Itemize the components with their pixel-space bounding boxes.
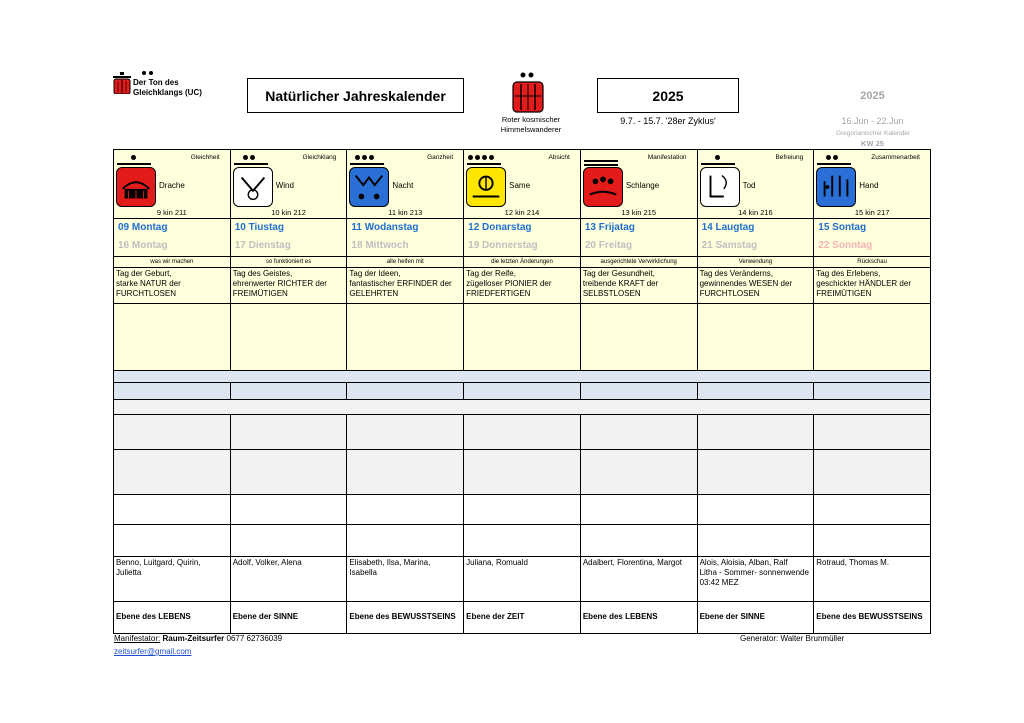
day-description: Tag der Gesundheit, treibende KRAFT der SELBSTLOSEN xyxy=(581,268,698,304)
generator-credit: Generator: Walter Brunmüller xyxy=(740,634,845,643)
name-days: Alois, Aloisia, Alban, Ralf Litha - Sommer- sonnenwende 03:42 MEZ xyxy=(698,557,815,602)
gray-cell[interactable] xyxy=(464,415,581,450)
level-label: Ebene des LEBENS xyxy=(114,602,231,634)
wind-seal-icon xyxy=(233,167,273,207)
level-label: Ebene des BEWUSSTSEINS xyxy=(347,602,464,634)
phrase-cell: ausgerichtete Verwirklichung xyxy=(581,257,698,268)
date-cell xyxy=(814,219,931,257)
name-days: Rotraud, Thomas M. xyxy=(814,557,931,602)
blue-cell[interactable] xyxy=(698,383,815,400)
blue-band xyxy=(114,371,931,383)
day-description: Tag der Geburt, starke NATUR der FURCHTLOSEN xyxy=(114,268,231,304)
blue-cell[interactable] xyxy=(114,383,231,400)
white-cell[interactable] xyxy=(698,495,815,525)
tone-name: Befreiung xyxy=(775,154,804,161)
hand-seal-icon xyxy=(816,167,856,207)
blue-row xyxy=(113,383,931,400)
tone-name: Manifestation xyxy=(647,154,687,161)
gray-row xyxy=(113,415,931,450)
white-cell[interactable] xyxy=(231,495,348,525)
calendar-week: KW 25 xyxy=(861,139,884,148)
seal-cell xyxy=(581,149,698,219)
glyph-label: Roter kosmischer Himmelswanderer xyxy=(500,115,562,134)
tone-name: Gleichklang xyxy=(302,154,337,161)
date-cell xyxy=(231,219,348,257)
date-row xyxy=(113,219,931,257)
gregorian-date: 18 Mittwoch xyxy=(351,240,409,251)
tone-dots-icon xyxy=(355,155,374,160)
name-days: Adolf, Volker, Alena xyxy=(231,557,348,602)
white-cell[interactable] xyxy=(581,495,698,525)
dragon-seal-icon xyxy=(116,167,156,207)
gregorian-date: 21 Samstag xyxy=(701,240,758,251)
white-row xyxy=(113,525,931,557)
gray-cell[interactable] xyxy=(231,450,348,495)
seal-cell xyxy=(464,149,581,219)
names-row xyxy=(113,557,931,602)
gray-cell[interactable] xyxy=(114,415,231,450)
tone-dots-icon xyxy=(141,70,155,76)
seal-name: Drache xyxy=(159,181,185,190)
name-days: Elisabeth, Ilsa, Marina, Isabella xyxy=(347,557,464,602)
white-cell[interactable] xyxy=(464,525,581,557)
blue-cell[interactable] xyxy=(347,383,464,400)
day-description: Tag der Reife, zügelloser PIONIER der FRIEDFERTIGEN xyxy=(464,268,581,304)
seal-name: Schlange xyxy=(625,181,660,190)
gray-cell[interactable] xyxy=(814,415,931,450)
gray-cell[interactable] xyxy=(581,450,698,495)
seed-seal-icon xyxy=(466,167,506,207)
kin-number: 13 kin 215 xyxy=(621,208,657,217)
kin-number: 10 kin 212 xyxy=(271,208,306,217)
natural-date: 15 Sontag xyxy=(818,222,867,233)
natural-date: 13 Frijatag xyxy=(584,222,635,233)
white-cell[interactable] xyxy=(581,525,698,557)
level-label: Ebene des BEWUSSTSEINS xyxy=(814,602,931,634)
tone-name: Zusammenarbeit xyxy=(871,154,920,161)
date-cell xyxy=(464,219,581,257)
seal-row xyxy=(113,149,931,219)
level-row xyxy=(113,602,931,634)
notes-cell[interactable] xyxy=(114,304,231,371)
gray-cell[interactable] xyxy=(698,450,815,495)
tone-dots-icon xyxy=(243,155,255,160)
white-cell[interactable] xyxy=(464,495,581,525)
spacer-band xyxy=(114,400,931,415)
serpent-seal-icon xyxy=(583,167,623,207)
spacer-row xyxy=(113,400,931,415)
kin-number: 12 kin 214 xyxy=(504,208,540,217)
description-row xyxy=(113,268,931,304)
tone-dots-icon xyxy=(468,155,494,160)
kin-number: 11 kin 213 xyxy=(388,208,423,217)
red-skywalker-glyph-icon xyxy=(511,72,545,114)
tone-label: Der Ton des Gleichklangs (UC) xyxy=(133,78,202,97)
natural-date: 11 Wodanstag xyxy=(351,222,419,233)
blue-cell[interactable] xyxy=(464,383,581,400)
white-cell[interactable] xyxy=(114,495,231,525)
gregorian-date: 17 Dienstag xyxy=(234,240,291,251)
seal-cell xyxy=(114,149,231,219)
date-cell xyxy=(581,219,698,257)
gregorian-date: 16 Montag xyxy=(118,240,168,251)
year-title: 2025 xyxy=(597,78,739,113)
natural-date: 14 Laugtag xyxy=(701,222,755,233)
tone-dots-icon xyxy=(715,155,720,160)
phrase-cell: so funktioniert es xyxy=(231,257,348,268)
day-description: Tag des Veränderns, gewinnendes WESEN der FURCHTLOSEN xyxy=(698,268,815,304)
white-cell[interactable] xyxy=(814,525,931,557)
kin-number: 14 kin 216 xyxy=(738,208,773,217)
level-label: Ebene der SINNE xyxy=(698,602,815,634)
phone-number: 0677 62736039 xyxy=(226,634,283,643)
date-cell xyxy=(114,219,231,257)
tone-name: Absicht xyxy=(548,154,570,161)
white-cell[interactable] xyxy=(347,495,464,525)
gray-cell[interactable] xyxy=(698,415,815,450)
kin-number: 15 kin 217 xyxy=(854,208,890,217)
manifestator-name: Raum-Zeitsurfer xyxy=(162,634,225,643)
white-cell[interactable] xyxy=(698,525,815,557)
page-title: Natürlicher Jahreskalender xyxy=(247,78,464,113)
name-days: Juliana, Romuald xyxy=(464,557,581,602)
gray-cell[interactable] xyxy=(814,450,931,495)
calendar-grid xyxy=(113,149,931,634)
white-cell[interactable] xyxy=(231,525,348,557)
gray-row xyxy=(113,450,931,495)
name-days: Benno, Luitgard, Quirin, Julietta xyxy=(114,557,231,602)
phrase-cell: Verwendung xyxy=(698,257,815,268)
blue-cell[interactable] xyxy=(814,383,931,400)
tone-icon xyxy=(113,72,131,94)
gray-cell[interactable] xyxy=(347,415,464,450)
day-description: Tag der Ideen, fantastischer ERFINDER der GELEHRTEN xyxy=(347,268,464,304)
seal-name: Hand xyxy=(859,181,879,190)
footer-manifestator xyxy=(114,634,282,643)
natural-date: 09 Montag xyxy=(118,222,168,233)
seal-name: Nacht xyxy=(392,181,414,190)
level-label: Ebene der SINNE xyxy=(231,602,348,634)
date-cell xyxy=(698,219,815,257)
notes-cell[interactable] xyxy=(698,304,815,371)
gray-cell[interactable] xyxy=(464,450,581,495)
gray-cell[interactable] xyxy=(581,415,698,450)
name-days: Adalbert, Florentina, Margot xyxy=(581,557,698,602)
tone-name: Ganzheit xyxy=(427,154,454,161)
white-row xyxy=(113,495,931,525)
tone-name: Gleichheit xyxy=(190,154,220,161)
gregorian-date: 20 Freitag xyxy=(584,240,633,251)
seal-name: Wind xyxy=(275,181,294,190)
phrase-cell: was wir machen xyxy=(114,257,231,268)
gray-cell[interactable] xyxy=(114,450,231,495)
tone-dots-icon xyxy=(131,155,136,160)
phrase-cell: Rückschau xyxy=(814,257,931,268)
blue-band-row xyxy=(113,371,931,383)
seal-cell xyxy=(814,149,931,219)
seal-cell xyxy=(231,149,348,219)
seal-cell xyxy=(347,149,464,219)
gray-cell[interactable] xyxy=(347,450,464,495)
email-link[interactable]: zeitsurfer@gmail.com xyxy=(114,647,192,656)
death-seal-icon xyxy=(700,167,740,207)
gregorian-date: 22 Sonntag xyxy=(818,240,873,251)
night-seal-icon xyxy=(349,167,389,207)
notes-cell[interactable] xyxy=(581,304,698,371)
kin-number: 9 kin 211 xyxy=(156,208,187,217)
seal-cell xyxy=(698,149,815,219)
notes-cell[interactable] xyxy=(231,304,348,371)
date-cell xyxy=(347,219,464,257)
seal-name: Tod xyxy=(742,181,756,190)
week-range: 9.7. - 15.7. '28er Zyklus' xyxy=(620,116,716,126)
white-cell[interactable] xyxy=(347,525,464,557)
natural-date: 12 Donarstag xyxy=(468,222,532,233)
blue-cell[interactable] xyxy=(231,383,348,400)
tone-dots-icon xyxy=(826,155,838,160)
white-cell[interactable] xyxy=(114,525,231,557)
gregorian-year: 2025 xyxy=(860,90,885,102)
manifestator-label: Manifestator: xyxy=(114,634,161,643)
notes-cell[interactable] xyxy=(347,304,464,371)
notes-cell[interactable] xyxy=(814,304,931,371)
white-cell[interactable] xyxy=(814,495,931,525)
gray-cell[interactable] xyxy=(231,415,348,450)
gregorian-range: 16.Jun - 22.Jun xyxy=(841,116,904,126)
day-description: Tag des Erlebens, geschickter HÄNDLER der FREIMÜTIGEN xyxy=(814,268,931,304)
natural-date: 10 Tiustag xyxy=(234,222,284,233)
level-label: Ebene des LEBENS xyxy=(581,602,698,634)
notes-row xyxy=(113,304,931,371)
notes-cell[interactable] xyxy=(464,304,581,371)
level-label: Ebene der ZEIT xyxy=(464,602,581,634)
phrase-row xyxy=(113,257,931,268)
day-description: Tag des Geistes, ehrenwerter RICHTER der FREIMÜTIGEN xyxy=(231,268,348,304)
gregorian-label: Gregorianischer Kalender xyxy=(835,130,911,137)
blue-cell[interactable] xyxy=(581,383,698,400)
seal-name: Same xyxy=(509,181,531,190)
phrase-cell: die letzten Änderungen xyxy=(464,257,581,268)
phrase-cell: alle helfen mit xyxy=(347,257,464,268)
gregorian-date: 19 Donnerstag xyxy=(468,240,538,251)
